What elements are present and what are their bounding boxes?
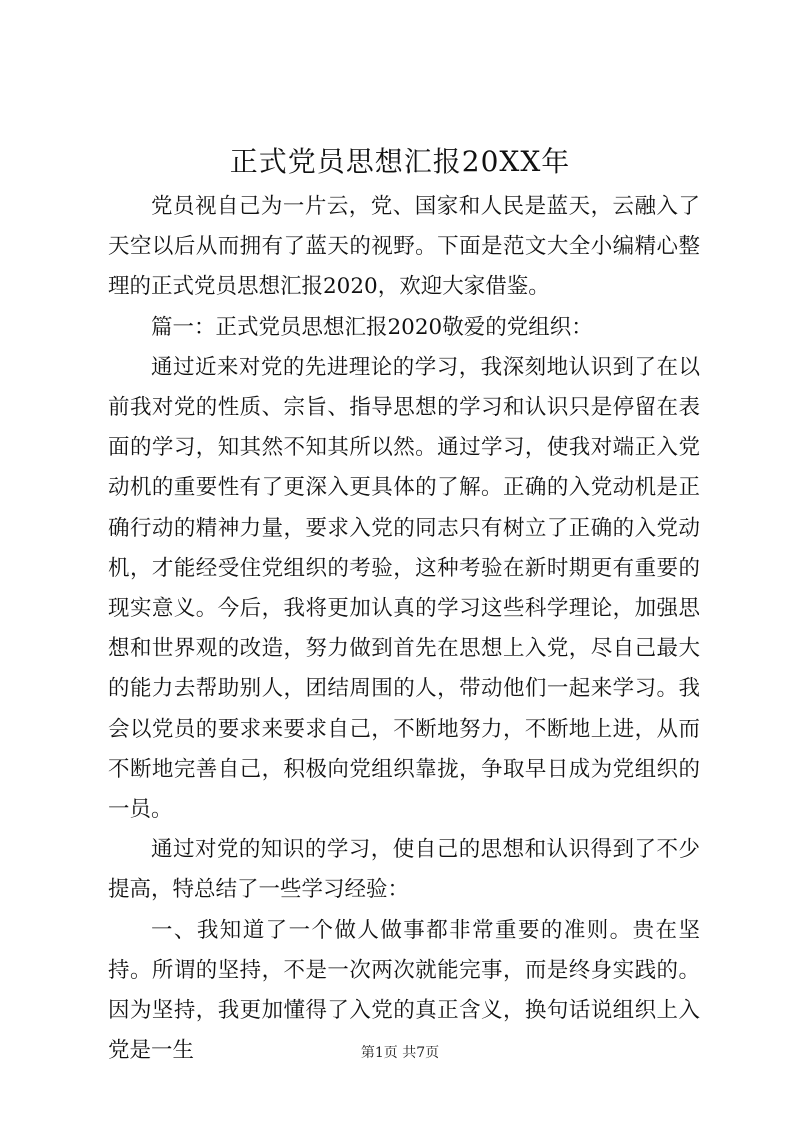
document-body <box>108 187 700 1071</box>
paragraph-point-one: 一、我知道了一个做人做事都非常重要的准则。贵在坚持。所谓的坚持，不是一次两次就能完事，而是终身实践的。因为坚持，我更加懂得了入党的真正含义，换句话说组织上入党是一生 <box>108 917 700 1064</box>
page-footer: 第1页 共7页 <box>360 1045 440 1061</box>
paragraph-summary: 通过对党的知识的学习，使自己的思想和认识得到了不少提高，特总结了一些学习经验： <box>108 837 700 903</box>
paragraph-heading-part-one: 篇一：正式党员思想汇报2020敬爱的党组织： <box>151 314 593 340</box>
paragraph-learning: 通过近来对党的先进理论的学习，我深刻地认识到了在以前我对党的性质、宗旨、指导思想的学习和认识只是停留在表面的学习，知其然不知其所以然。通过学习，使我对端正入党动机的重要性有了更深入更具体的了解。正确的入党动机是正确行动的精神力量，要求入党的同志只有树立了正确的入党动机，才能经受住党组织的考验，这种考验在新时期更有重要的现实意义。今后，我将更加认真的学习这些科学理论，加强思想和世界观的改造，努力做到首先在思想上入党，尽自己最大的能力去帮助别人，团结周围的人，带动他们一起来学习。我会以党员的要求来要求自己，不断地努力，不断地上进，从而不断地完善自己，积极向党组织靠拢，争取早日成为党组织的一员。 <box>108 354 700 823</box>
paragraph-intro: 党员视自己为一片云，党、国家和人民是蓝天，云融入了天空以后从而拥有了蓝天的视野。下面是范文大全小编精心整理的正式党员思想汇报2020，欢迎大家借鉴。 <box>108 194 700 300</box>
document-title: 正式党员思想汇报20XX年 <box>229 145 571 178</box>
